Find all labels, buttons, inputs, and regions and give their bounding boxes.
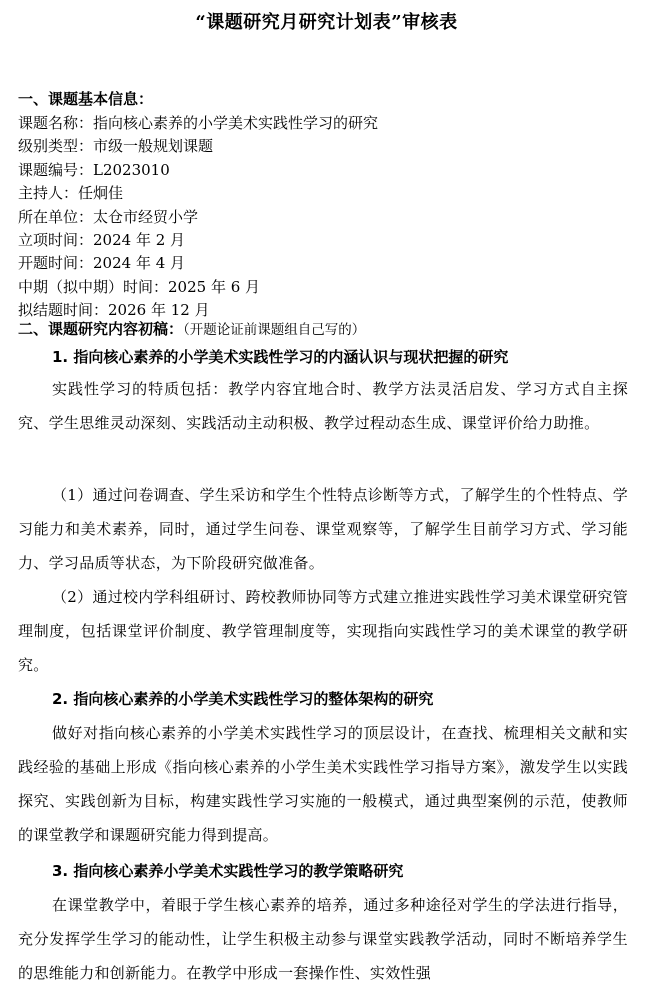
document-title: “课题研究月研究计划表”审核表 [195, 12, 458, 33]
subsection-3-heading: 3. 指向核心素养小学美术实践性学习的教学策略研究 [52, 862, 404, 880]
section-1-heading: 一、课题基本信息： [18, 90, 154, 108]
info-organization: 所在单位：太仓市经贸小学 [18, 207, 199, 226]
subsection-1-heading: 1. 指向核心素养的小学美术实践性学习的内涵认识与现状把握的研究 [52, 348, 509, 366]
subsection-1-paragraph-2: （1）通过问卷调查、学生采访和学生个性特点诊断等方式，了解学生的个性特点、学习能力和美术素养，同时，通过学生问卷、课堂观察等，了解学生目前学习方式、学习能力、学习品质等状态，为下阶段研究做准备。 [18, 486, 628, 572]
subsection-2-paragraph-1: 做好对指向核心素养的小学美术实践性学习的顶层设计，在查找、梳理相关文献和实践经验的基础上形成《指向核心素养的小学生美术实践性学习指导方案》，激发学生以实践探究、实践创新为目标，构建实践性学习实施的一般模式，通过典型案例的示范，使教师的课堂教学和课题研究能力得到提高。 [18, 724, 628, 844]
subsection-2-heading: 2. 指向核心素养的小学美术实践性学习的整体架构的研究 [52, 690, 434, 708]
info-approval-date: 立项时间：2024 年 2 月 [18, 230, 186, 249]
basic-info-list [18, 112, 378, 323]
subsection-1-paragraph-3: （2）通过校内学科组研讨、跨校教师协同等方式建立推进实践性学习美术课堂研究管理制度，包括课堂评价制度、教学管理制度等，实现指向实践性学习的美术课堂的教学研究。 [18, 588, 628, 674]
info-midterm-date: 中期（拟中期）时间：2025 年 6 月 [18, 277, 261, 296]
info-topic-number: 课题编号：L2023010 [18, 160, 170, 179]
info-host: 主持人：任炯佳 [18, 184, 124, 203]
info-topic-name: 课题名称：指向核心素养的小学美术实践性学习的研究 [18, 114, 379, 132]
info-level-type: 级别类型：市级一般规划课题 [18, 137, 214, 156]
info-conclusion-date: 拟结题时间：2026 年 12 月 [18, 301, 210, 320]
subsection-1-paragraph-1: 实践性学习的特质包括：教学内容宜地合时、教学方法灵活启发、学习方式自主探究、学生思维灵动深刻、实践活动主动积极、教学过程动态生成、课堂评价给力助推。 [18, 380, 628, 432]
subsection-3-paragraph-1: 在课堂教学中，着眼于学生核心素养的培养，通过多种途径对学生的学法进行指导，充分发挥学生学习的能动性，让学生积极主动参与课堂实践教学活动，同时不断培养学生的思维能力和创新能力。在教学中形成一套操作性、实效性强 [18, 896, 628, 982]
section-2-heading-text: 二、课题研究内容初稿： [18, 320, 184, 338]
info-opening-date: 开题时间：2024 年 4 月 [18, 254, 186, 273]
section-2-heading-note: （开题论证前课题组自己写的） [183, 322, 366, 338]
section-2-heading [18, 318, 365, 339]
